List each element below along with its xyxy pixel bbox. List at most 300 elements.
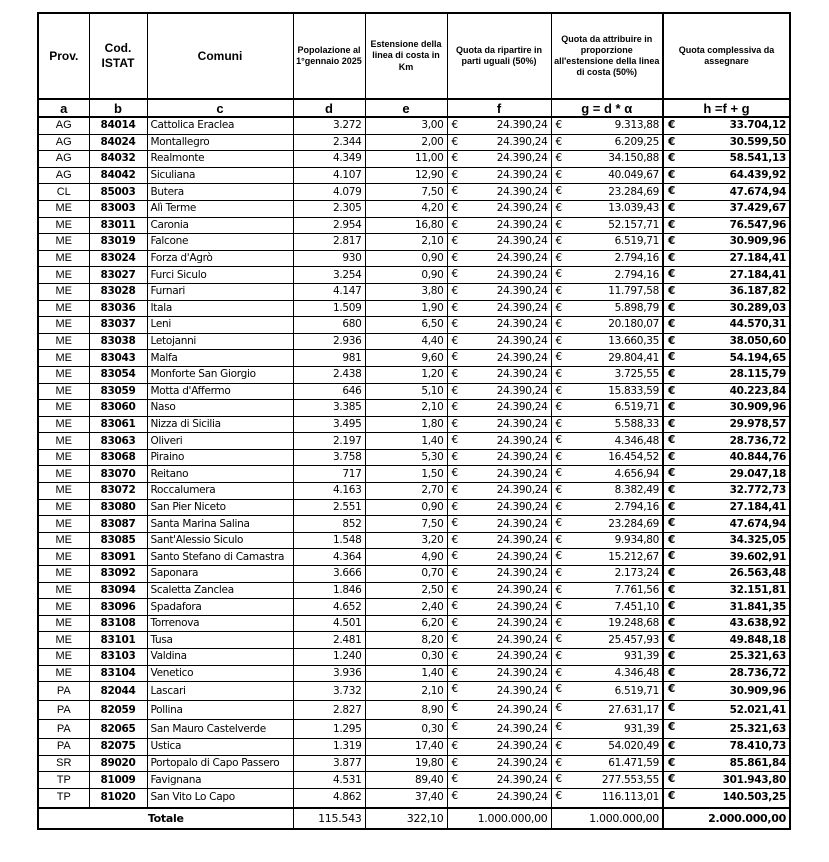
cell-quota-complessiva-value: 29.047,18 [729, 467, 786, 480]
euro-sign: € [555, 417, 562, 430]
cell-quota-uguali [447, 134, 551, 151]
cell-quota-complessiva-value: 34.325,05 [729, 534, 786, 547]
euro-sign: € [555, 301, 562, 314]
cell-popolazione: 3.936 [293, 665, 365, 682]
cell-quota-complessiva [663, 317, 790, 334]
cell-quota-uguali [447, 483, 551, 500]
cell-cod-istat: 82059 [89, 701, 147, 720]
cell-quota-complessiva [663, 117, 790, 134]
cell-cod-istat: 82044 [89, 682, 147, 701]
cell-cod-istat: 83054 [89, 366, 147, 383]
cell-quota-complessiva-value: 47.674,94 [729, 517, 786, 530]
euro-sign: € [668, 666, 676, 679]
cell-estensione: 5,30 [365, 449, 447, 466]
cell-estensione: 2,10 [365, 234, 447, 251]
table-row [38, 632, 790, 649]
cell-quota-complessiva [663, 350, 790, 367]
cell-popolazione: 1.509 [293, 300, 365, 317]
cell-quota-proporzione [551, 532, 663, 549]
euro-sign: € [668, 434, 676, 447]
cell-prov: ME [38, 416, 89, 433]
cell-comune: Saponara [147, 566, 293, 583]
cell-prov: SR [38, 755, 89, 772]
euro-sign: € [555, 401, 562, 414]
cell-quota-uguali-value: 24.390,24 [496, 600, 548, 613]
cell-quota-proporzione [551, 383, 663, 400]
euro-sign: € [668, 168, 676, 181]
euro-sign: € [555, 500, 562, 513]
cell-quota-uguali-value: 24.390,24 [496, 318, 548, 331]
euro-sign: € [668, 533, 676, 546]
cell-quota-uguali-value: 24.390,24 [496, 285, 548, 298]
table-row [38, 400, 790, 417]
cell-quota-complessiva [663, 283, 790, 300]
column-letter: b [89, 99, 147, 117]
cell-comune: Montallegro [147, 134, 293, 151]
cell-estensione: 4,90 [365, 549, 447, 566]
euro-sign: € [668, 119, 676, 131]
table-row [38, 665, 790, 682]
cell-popolazione: 981 [293, 350, 365, 367]
cell-estensione: 1,20 [365, 366, 447, 383]
cell-quota-uguali-value: 24.390,24 [496, 252, 548, 265]
cell-prov: ME [38, 283, 89, 300]
cell-quota-complessiva-value: 32.772,73 [729, 484, 786, 497]
cell-quota-uguali [447, 317, 551, 334]
cell-comune: San Vito Lo Capo [147, 788, 293, 808]
cell-quota-uguali [447, 234, 551, 251]
cell-quota-uguali-value: 24.390,24 [496, 268, 548, 281]
cell-quota-complessiva-value: 30.909,96 [729, 401, 786, 414]
cell-quota-complessiva-value: 49.848,18 [729, 633, 786, 646]
euro-sign: € [555, 284, 562, 297]
cell-quota-complessiva-value: 40.223,84 [729, 384, 786, 397]
cell-comune: Alì Terme [147, 200, 293, 217]
table-row [38, 250, 790, 267]
cell-estensione: 11,00 [365, 151, 447, 168]
cell-comune: Itala [147, 300, 293, 317]
cell-comune: Sant'Alessio Siculo [147, 532, 293, 549]
euro-sign: € [451, 185, 458, 198]
cell-comune: Portopalo di Capo Passero [147, 755, 293, 772]
euro-sign: € [668, 401, 676, 414]
cell-comune: Favignana [147, 772, 293, 789]
cell-popolazione: 4.349 [293, 151, 365, 168]
euro-sign: € [668, 201, 676, 214]
cell-quota-proporzione [551, 720, 663, 739]
euro-sign: € [451, 789, 458, 802]
cell-prov: ME [38, 350, 89, 367]
cell-quota-proporzione-value: 277.553,55 [601, 773, 659, 786]
cell-quota-proporzione [551, 333, 663, 350]
cell-quota-proporzione [551, 167, 663, 184]
euro-sign: € [668, 284, 676, 297]
cell-estensione: 16,80 [365, 217, 447, 234]
cell-estensione: 0,90 [365, 250, 447, 267]
total-quota-complessiva: 2.000.000,00 [663, 808, 790, 829]
euro-sign: € [668, 235, 676, 248]
euro-sign: € [451, 119, 458, 131]
euro-sign: € [555, 721, 562, 734]
cell-quota-uguali [447, 117, 551, 134]
totals-label: Totale [38, 808, 293, 829]
euro-sign: € [668, 773, 676, 786]
cell-cod-istat: 83068 [89, 449, 147, 466]
cell-quota-uguali-value: 24.390,24 [496, 417, 548, 430]
cell-quota-uguali [447, 516, 551, 533]
cell-popolazione: 4.107 [293, 167, 365, 184]
cell-popolazione: 1.548 [293, 532, 365, 549]
cell-comune: Torrenova [147, 615, 293, 632]
cell-quota-proporzione-value: 54.020,49 [608, 740, 659, 753]
cell-prov: AG [38, 117, 89, 134]
cell-estensione: 2,10 [365, 682, 447, 701]
cell-quota-proporzione [551, 250, 663, 267]
euro-sign: € [451, 517, 458, 530]
cell-quota-uguali-value: 24.390,24 [496, 202, 548, 215]
cell-quota-uguali-value: 24.390,24 [496, 135, 548, 148]
cell-popolazione: 2.197 [293, 433, 365, 450]
cell-popolazione: 2.936 [293, 333, 365, 350]
euro-sign: € [668, 650, 676, 662]
cell-quota-proporzione [551, 134, 663, 151]
cell-quota-proporzione-value: 2.794,16 [614, 252, 659, 265]
cell-cod-istat: 83061 [89, 416, 147, 433]
cell-quota-complessiva [663, 566, 790, 583]
cell-quota-complessiva [663, 433, 790, 450]
euro-sign: € [555, 467, 562, 480]
cell-quota-complessiva-value: 78.410,73 [729, 740, 786, 753]
cell-quota-complessiva [663, 720, 790, 739]
cell-quota-uguali-value: 24.390,24 [496, 650, 548, 663]
euro-sign: € [555, 168, 562, 181]
cell-comune: Piraino [147, 449, 293, 466]
header-quota-complessiva: Quota complessiva da assegnare [663, 13, 790, 99]
euro-sign: € [451, 218, 458, 231]
cell-quota-uguali [447, 466, 551, 483]
euro-sign: € [668, 600, 676, 613]
header-cod-istat: Cod. ISTAT [89, 13, 147, 99]
cell-quota-proporzione-value: 13.039,43 [608, 202, 659, 215]
cell-prov: ME [38, 300, 89, 317]
table-row [38, 499, 790, 516]
cell-quota-proporzione [551, 483, 663, 500]
cell-quota-uguali-value: 24.390,24 [496, 740, 548, 753]
cell-quota-uguali-value: 24.390,24 [496, 583, 548, 596]
cell-comune: Santa Marina Salina [147, 516, 293, 533]
table-row [38, 383, 790, 400]
euro-sign: € [451, 301, 458, 314]
euro-sign: € [451, 583, 458, 596]
table-row [38, 134, 790, 151]
cell-quota-uguali-value: 24.390,24 [496, 169, 548, 182]
cell-cod-istat: 83085 [89, 532, 147, 549]
cell-comune: Valdina [147, 649, 293, 666]
cell-quota-complessiva-value: 76.547,96 [729, 218, 786, 231]
cell-quota-complessiva-value: 64.439,92 [729, 169, 786, 182]
cell-estensione: 2,40 [365, 599, 447, 616]
euro-sign: € [451, 550, 458, 563]
euro-sign: € [451, 702, 458, 715]
cell-quota-complessiva-value: 38.050,60 [729, 335, 786, 348]
cell-comune: Roccalumera [147, 483, 293, 500]
cell-quota-uguali [447, 549, 551, 566]
cell-quota-complessiva-value: 47.674,94 [729, 185, 786, 198]
cell-comune: Leni [147, 317, 293, 334]
cell-comune: Reitano [147, 466, 293, 483]
cell-popolazione: 4.862 [293, 788, 365, 808]
euro-sign: € [668, 318, 676, 331]
cell-quota-uguali-value: 24.390,24 [496, 301, 548, 314]
cell-quota-proporzione-value: 13.660,35 [608, 335, 659, 348]
cell-popolazione: 4.364 [293, 549, 365, 566]
cell-quota-uguali [447, 184, 551, 201]
cell-quota-uguali-value: 24.390,24 [496, 517, 548, 530]
cell-popolazione: 2.817 [293, 234, 365, 251]
cell-quota-uguali-value: 24.390,24 [496, 218, 548, 231]
cell-cod-istat: 83103 [89, 649, 147, 666]
cell-quota-proporzione-value: 5.898,79 [614, 301, 659, 314]
euro-sign: € [451, 434, 458, 447]
cell-quota-uguali [447, 566, 551, 583]
cell-quota-complessiva-value: 28.736,72 [729, 666, 786, 679]
cell-quota-complessiva-value: 52.021,41 [729, 703, 786, 716]
euro-sign: € [668, 334, 676, 347]
cell-comune: San Mauro Castelverde [147, 720, 293, 739]
cell-prov: AG [38, 151, 89, 168]
cell-quota-proporzione [551, 400, 663, 417]
cell-quota-proporzione [551, 701, 663, 720]
cell-quota-complessiva [663, 665, 790, 682]
cell-quota-uguali-value: 24.390,24 [496, 384, 548, 397]
cell-popolazione: 2.438 [293, 366, 365, 383]
cell-comune: Oliveri [147, 433, 293, 450]
column-letter: e [365, 99, 447, 117]
cell-cod-istat: 84024 [89, 134, 147, 151]
cell-estensione: 0,90 [365, 267, 447, 284]
cell-estensione: 4,40 [365, 333, 447, 350]
cell-estensione: 17,40 [365, 739, 447, 756]
header-quota-uguali: Quota da ripartire in parti uguali (50%) [447, 13, 551, 99]
cell-estensione: 6,50 [365, 317, 447, 334]
cell-quota-uguali [447, 665, 551, 682]
cell-cod-istat: 83072 [89, 483, 147, 500]
cell-quota-proporzione [551, 117, 663, 134]
cell-quota-complessiva-value: 301.943,80 [722, 773, 786, 786]
euro-sign: € [555, 616, 562, 629]
cell-popolazione: 717 [293, 466, 365, 483]
cell-estensione: 1,40 [365, 665, 447, 682]
cell-popolazione: 3.272 [293, 117, 365, 134]
cell-quota-complessiva [663, 532, 790, 549]
cell-estensione: 2,70 [365, 483, 447, 500]
cell-estensione: 8,90 [365, 701, 447, 720]
cell-quota-uguali [447, 582, 551, 599]
cell-popolazione: 930 [293, 250, 365, 267]
cell-quota-complessiva [663, 483, 790, 500]
table-row [38, 151, 790, 168]
cell-cod-istat: 83096 [89, 599, 147, 616]
euro-sign: € [555, 600, 562, 613]
column-letter: a [38, 99, 89, 117]
cell-prov: ME [38, 516, 89, 533]
cell-quota-complessiva [663, 682, 790, 701]
euro-sign: € [555, 268, 562, 281]
table-row [38, 433, 790, 450]
cell-quota-uguali [447, 400, 551, 417]
table-row [38, 682, 790, 701]
cell-quota-proporzione [551, 499, 663, 516]
cell-quota-proporzione [551, 632, 663, 649]
cell-prov: ME [38, 250, 89, 267]
cell-cod-istat: 83036 [89, 300, 147, 317]
table-row [38, 739, 790, 756]
cell-comune: Siculiana [147, 167, 293, 184]
cell-prov: CL [38, 184, 89, 201]
cell-quota-proporzione-value: 15.833,59 [608, 384, 659, 397]
cell-quota-complessiva [663, 632, 790, 649]
cell-quota-uguali-value: 24.390,24 [496, 722, 548, 735]
euro-sign: € [555, 135, 562, 148]
cell-estensione: 0,30 [365, 720, 447, 739]
cell-cod-istat: 85003 [89, 184, 147, 201]
euro-sign: € [451, 152, 458, 165]
cell-comune: Malfa [147, 350, 293, 367]
cell-quota-proporzione-value: 34.150,88 [608, 152, 659, 165]
cell-quota-uguali-value: 24.390,24 [496, 500, 548, 513]
cell-estensione: 4,20 [365, 200, 447, 217]
cell-quota-complessiva [663, 416, 790, 433]
cell-comune: Falcone [147, 234, 293, 251]
cell-prov: ME [38, 433, 89, 450]
cell-cod-istat: 83094 [89, 582, 147, 599]
cell-cod-istat: 83108 [89, 615, 147, 632]
cell-quota-proporzione [551, 300, 663, 317]
cell-comune: Furnari [147, 283, 293, 300]
cell-estensione: 2,00 [365, 134, 447, 151]
cell-cod-istat: 81020 [89, 788, 147, 808]
cell-quota-uguali [447, 615, 551, 632]
cell-quota-proporzione-value: 116.113,01 [601, 791, 659, 804]
cell-quota-complessiva-value: 26.563,48 [729, 567, 786, 580]
cell-quota-uguali-value: 24.390,24 [496, 703, 548, 716]
euro-sign: € [668, 417, 676, 430]
euro-sign: € [555, 533, 562, 546]
cell-quota-complessiva [663, 200, 790, 217]
cell-comune: Naso [147, 400, 293, 417]
cell-estensione: 0,70 [365, 566, 447, 583]
cell-cod-istat: 83027 [89, 267, 147, 284]
cell-quota-complessiva [663, 250, 790, 267]
cell-quota-proporzione [551, 416, 663, 433]
euro-sign: € [668, 517, 676, 530]
table-row [38, 516, 790, 533]
euro-sign: € [555, 334, 562, 347]
euro-sign: € [451, 721, 458, 734]
cell-prov: ME [38, 234, 89, 251]
euro-sign: € [451, 367, 458, 380]
cell-comune: Nizza di Sicilia [147, 416, 293, 433]
euro-sign: € [555, 450, 562, 463]
cell-estensione: 3,80 [365, 283, 447, 300]
cell-quota-uguali [447, 300, 551, 317]
cell-comune: Letojanni [147, 333, 293, 350]
euro-sign: € [555, 683, 562, 696]
cell-prov: ME [38, 532, 89, 549]
euro-sign: € [668, 384, 676, 397]
cell-cod-istat: 83080 [89, 499, 147, 516]
cell-popolazione: 2.481 [293, 632, 365, 649]
cell-estensione: 37,40 [365, 788, 447, 808]
euro-sign: € [451, 633, 458, 646]
table-row [38, 772, 790, 789]
total-popolazione: 115.543 [293, 808, 365, 829]
cell-quota-complessiva-value: 54.194,65 [729, 351, 786, 364]
cell-quota-complessiva-value: 29.978,57 [729, 417, 786, 430]
cell-popolazione: 3.385 [293, 400, 365, 417]
header-comuni: Comuni [147, 13, 293, 99]
euro-sign: € [668, 633, 676, 646]
euro-sign: € [555, 550, 562, 563]
euro-sign: € [668, 251, 676, 264]
table-row [38, 217, 790, 234]
cell-popolazione: 1.295 [293, 720, 365, 739]
cell-quota-complessiva-value: 43.638,92 [729, 617, 786, 630]
cell-quota-complessiva [663, 615, 790, 632]
euro-sign: € [555, 702, 562, 715]
euro-sign: € [668, 500, 676, 513]
euro-sign: € [555, 740, 562, 753]
euro-sign: € [668, 740, 676, 753]
cell-cod-istat: 83043 [89, 350, 147, 367]
cell-quota-complessiva [663, 449, 790, 466]
cell-quota-proporzione-value: 6.519,71 [614, 401, 659, 414]
cell-quota-uguali [447, 499, 551, 516]
cell-cod-istat: 82075 [89, 739, 147, 756]
cell-prov: ME [38, 483, 89, 500]
cell-quota-proporzione [551, 433, 663, 450]
cell-quota-uguali [447, 217, 551, 234]
cell-prov: TP [38, 788, 89, 808]
cell-cod-istat: 83038 [89, 333, 147, 350]
cell-cod-istat: 84042 [89, 167, 147, 184]
euro-sign: € [451, 650, 458, 662]
cell-quota-uguali [447, 739, 551, 756]
table-row [38, 466, 790, 483]
table-row [38, 300, 790, 317]
cell-quota-proporzione-value: 4.346,48 [614, 434, 659, 447]
cell-quota-uguali-value: 24.390,24 [496, 757, 548, 770]
euro-sign: € [668, 135, 676, 148]
cell-quota-uguali-value: 24.390,24 [496, 567, 548, 580]
cell-quota-proporzione-value: 19.248,68 [608, 617, 659, 630]
cell-quota-proporzione [551, 739, 663, 756]
euro-sign: € [668, 484, 676, 497]
cell-quota-complessiva-value: 30.289,03 [729, 301, 786, 314]
cell-estensione: 12,90 [365, 167, 447, 184]
cell-quota-complessiva-value: 27.184,41 [729, 268, 786, 281]
cell-quota-complessiva [663, 400, 790, 417]
cell-estensione: 7,50 [365, 516, 447, 533]
cell-comune: San Pier Niceto [147, 499, 293, 516]
cell-quota-uguali [447, 649, 551, 666]
euro-sign: € [668, 152, 676, 165]
euro-sign: € [451, 756, 458, 769]
cell-estensione: 1,80 [365, 416, 447, 433]
cell-popolazione: 2.827 [293, 701, 365, 720]
cell-quota-proporzione-value: 6.519,71 [614, 235, 659, 248]
cell-quota-uguali-value: 24.390,24 [496, 368, 548, 381]
